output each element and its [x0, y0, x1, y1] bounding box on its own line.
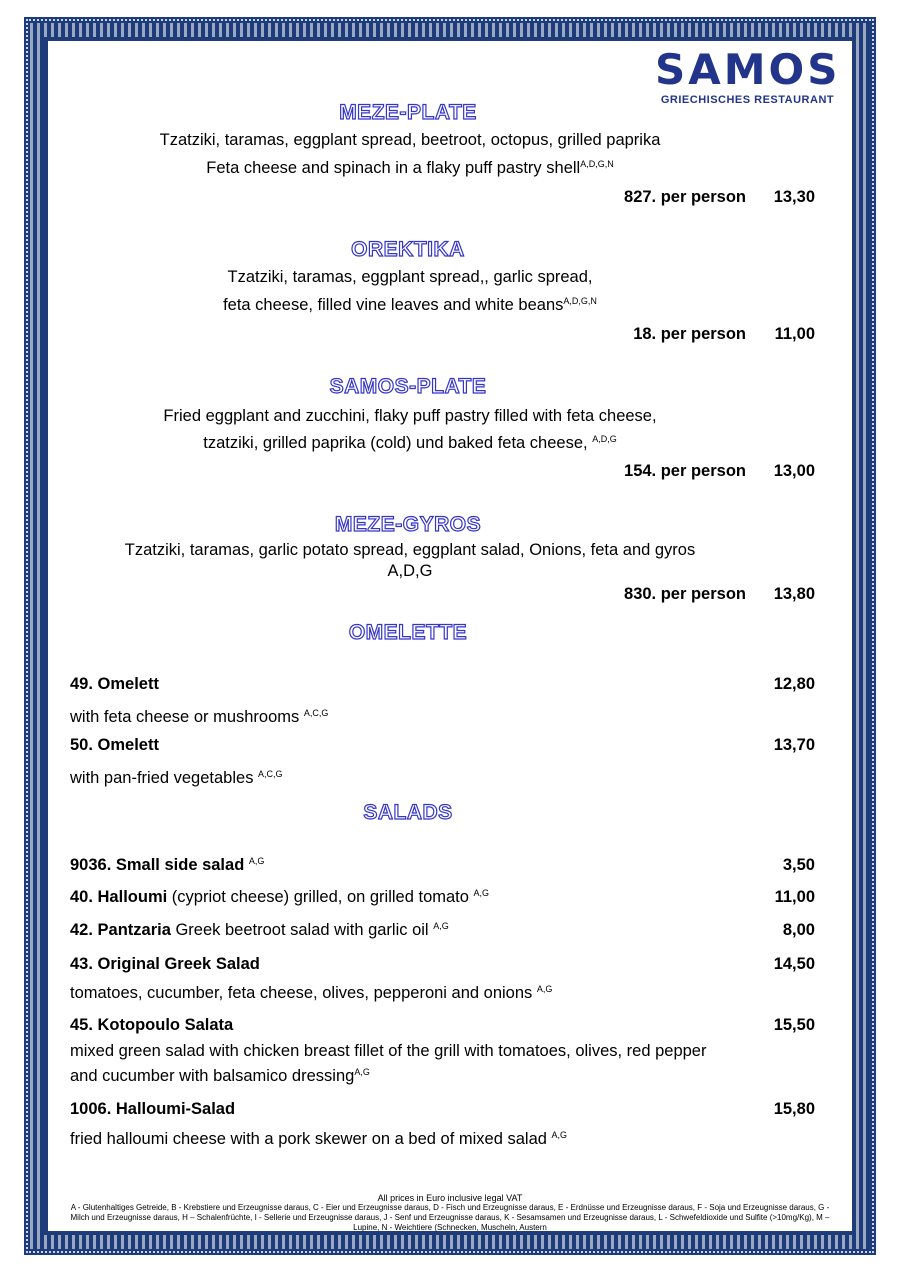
- menu-item-price: 15,50: [773, 1016, 815, 1034]
- menu-item-desc: mixed green salad with chicken breast fillet of the grill with tomatoes, olives, red pepper and cucumber with balsamico dressing$^{A,G}$: [70, 1042, 707, 1085]
- meze-plate-price: 13,30: [773, 188, 815, 206]
- meze-gyros-line1: Tzatziki, taramas, garlic potato spread, eggplant salad, Onions, feta and gyros: [124, 541, 696, 559]
- vat-note: All prices in Euro inclusive legal VAT: [377, 1193, 523, 1203]
- menu-item-name: 50. Omelett: [70, 736, 159, 754]
- menu-item-desc: with feta cheese or mushrooms $^{A,C,G}$: [70, 708, 329, 726]
- menu-item-desc: fried halloumi cheese with a pork skewer on a bed of mixed salad $^{A,G}$: [70, 1130, 568, 1148]
- footer: [70, 1193, 830, 1233]
- orektika-line2: feta cheese, filled vine leaves and white beans$^{A,D,G,N}$: [223, 296, 597, 314]
- restaurant-logo: [655, 45, 841, 106]
- menu-item-price: 3,50: [782, 856, 815, 874]
- menu-item-name: 49. Omelett: [70, 675, 159, 693]
- menu-item-line: 40. Halloumi (cypriot cheese) grilled, on grilled tomato $^{A,G}$: [70, 888, 490, 906]
- samos-plate-line1: Fried eggplant and zucchini, flaky puff pastry filled with feta cheese,: [163, 407, 657, 425]
- section-title-orektika: OREKTIKA: [351, 238, 465, 261]
- section-title-salads: SALADS: [363, 801, 453, 824]
- orektika-price: 11,00: [774, 325, 815, 343]
- menu-item-name: 43. Original Greek Salad: [70, 955, 260, 973]
- menu-item-name: 1006. Halloumi-Salad: [70, 1100, 236, 1118]
- allergen-legend: A - Glutenhaltiges Getreide, B - Krebstiere und Erzeugnisse daraus, C - Eier und Erzeugnisse daraus, D - Fisch und Erzeugnisse daraus, E - Erdnüsse und Erzeugnisse daraus, F - Soja und Erzeugnisse daraus, G - Milch und Erzeugnisse daraus, H – Schalenfrüchte, I - Sellerie und Erzeugnisse daraus, J - Senf und Erzeugnisse daraus, K - Sesamsamen und Erzeugnisse daraus, L - Schwefeldioxide und Sulfite (>10mg/Kg), M – Lupine, N - Weichtiere (Schnecken, Muscheln, Austern: [70, 1203, 830, 1232]
- samos-plate-line2: tzatziki, grilled paprika (cold) und baked feta cheese, $^{A,D,G}$: [203, 434, 617, 452]
- menu-item-price: 15,80: [773, 1100, 815, 1118]
- meze-plate-line2: Feta cheese and spinach in a flaky puff pastry shell$^{A,D,G,N}$: [206, 159, 614, 177]
- section-title-samos-plate: SAMOS-PLATE: [329, 375, 487, 398]
- orektika-line1: Tzatziki, taramas, eggplant spread,, garlic spread,: [227, 268, 593, 286]
- menu-item-name: 45. Kotopoulo Salata: [70, 1016, 234, 1034]
- section-title-meze-plate: MEZE-PLATE: [339, 101, 477, 124]
- brand-name: SAMOS: [655, 45, 841, 94]
- menu-item-line: 42. Pantzaria Greek beetroot salad with garlic oil $^{A,G}$: [70, 921, 449, 939]
- menu-item-desc: with pan-fried vegetables $^{A,C,G}$: [70, 769, 283, 787]
- menu-item-price: 11,00: [774, 888, 815, 906]
- brand-subtitle: GRIECHISCHES RESTAURANT: [660, 94, 835, 106]
- section-title-omelette: OMELETTE: [348, 621, 468, 644]
- menu-item-line: 9036. Small side salad $^{A,G}$: [70, 856, 265, 874]
- menu-item-price: 13,70: [773, 736, 815, 754]
- menu-item-price: 14,50: [773, 955, 815, 973]
- meze-gyros-allergens: A,D,G: [387, 562, 433, 580]
- menu-item-desc: tomatoes, cucumber, feta cheese, olives, pepperoni and onions $^{A,G}$: [70, 984, 553, 1002]
- samos-plate-price: 13,00: [773, 462, 815, 480]
- menu-item-price: 12,80: [773, 675, 815, 693]
- section-title-meze-gyros: MEZE-GYROS: [334, 513, 482, 536]
- meze-gyros-price: 13,80: [773, 585, 815, 603]
- meze-plate-line1: Tzatziki, taramas, eggplant spread, beetroot, octopus, grilled paprika: [159, 131, 661, 149]
- menu-item-price: 8,00: [782, 921, 815, 939]
